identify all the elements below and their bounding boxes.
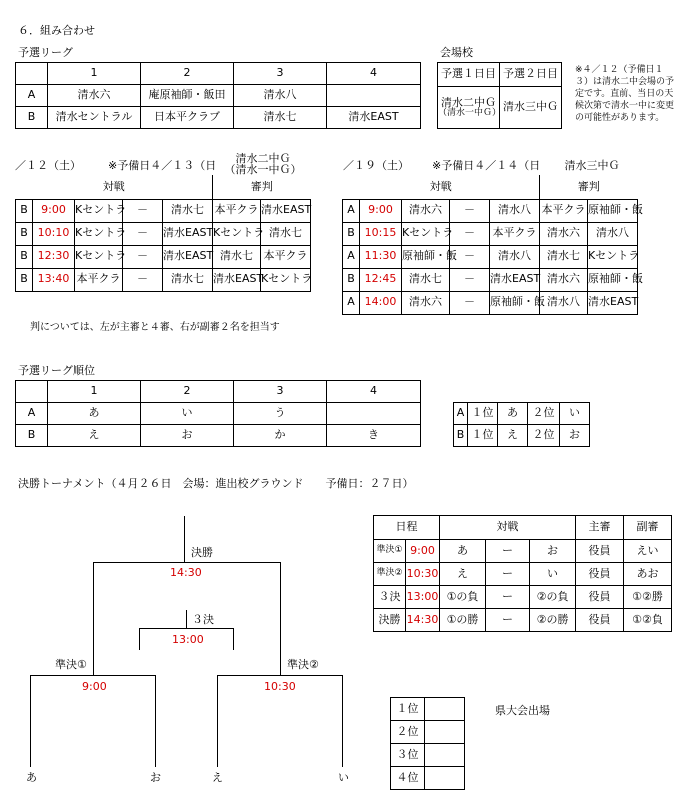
sub-ref: ①②勝 bbox=[624, 586, 672, 609]
team-b: 清水七 bbox=[163, 199, 213, 222]
cell: お bbox=[560, 425, 590, 447]
dash: － bbox=[450, 268, 490, 291]
cell: A bbox=[16, 403, 48, 425]
time: 11:30 bbox=[360, 245, 402, 268]
venue-table bbox=[437, 62, 562, 129]
tournament-title: 決勝トーナメント（４月２６日 会場：進出校グラウンド 予備日：２７日） bbox=[18, 477, 414, 490]
ref2: 本平クラ bbox=[261, 245, 311, 268]
schedule-date-header: 日程 bbox=[374, 516, 440, 540]
ref2: 清水EAST bbox=[261, 199, 311, 222]
dash: ー bbox=[486, 586, 530, 609]
cell: い bbox=[141, 403, 234, 425]
team-a: 原袖師・飯 bbox=[402, 245, 450, 268]
dash: － bbox=[123, 268, 163, 291]
day2-venue: 清水三中Ｇ bbox=[564, 159, 620, 172]
bracket-line bbox=[217, 675, 343, 676]
cell: い bbox=[560, 403, 590, 425]
team-b: い bbox=[530, 563, 576, 586]
prelim-league-title: 予選リーグ bbox=[18, 46, 73, 59]
th: 1 bbox=[48, 63, 141, 85]
bracket-line bbox=[30, 675, 156, 676]
ref1: 清水七 bbox=[213, 245, 261, 268]
dash: － bbox=[450, 199, 490, 222]
ref2: Kセントラ bbox=[588, 245, 638, 268]
semi2-label: 準決② bbox=[287, 658, 319, 671]
cell: え bbox=[498, 425, 528, 447]
day2-reserve: ※予備日４／１４（日 bbox=[432, 159, 541, 172]
time: 10:15 bbox=[360, 222, 402, 245]
group: A bbox=[343, 291, 360, 314]
venue-day2-header: 予選２日目 bbox=[500, 63, 562, 87]
th bbox=[16, 381, 48, 403]
time: 13:00 bbox=[406, 586, 440, 609]
dash: ー bbox=[486, 540, 530, 563]
group: A bbox=[343, 199, 360, 222]
team-b: 清水EAST bbox=[163, 245, 213, 268]
day2-ref-header: 審判 bbox=[540, 175, 638, 199]
dash: ー bbox=[486, 609, 530, 632]
cell: 清水八 bbox=[234, 85, 327, 107]
ranking-table bbox=[15, 380, 421, 447]
time: 14:00 bbox=[360, 291, 402, 314]
table-row bbox=[374, 540, 672, 563]
round: 準決② bbox=[374, 563, 406, 586]
day1-reserve: ※予備日４／１３（日 bbox=[108, 159, 217, 172]
venue-day1-sub: （清水一中Ｇ） bbox=[438, 107, 502, 118]
cell: B bbox=[16, 425, 48, 447]
cell: あ bbox=[48, 403, 141, 425]
semi1-time: 9:00 bbox=[82, 680, 107, 693]
time: 9:00 bbox=[406, 540, 440, 563]
day1-venue-line2: （清水一中Ｇ） bbox=[224, 163, 302, 176]
table-row bbox=[16, 199, 311, 222]
bracket-line bbox=[233, 628, 234, 650]
table-row bbox=[374, 586, 672, 609]
rank-label: ３位 bbox=[391, 744, 425, 767]
cell: ２位 bbox=[528, 403, 560, 425]
final-rank-table bbox=[390, 697, 465, 790]
cell: え bbox=[48, 425, 141, 447]
th: 2 bbox=[141, 381, 234, 403]
venue-day1-main: 清水二中Ｇ bbox=[441, 95, 496, 109]
bracket-line bbox=[217, 675, 218, 767]
bracket-line bbox=[93, 562, 94, 675]
team-b: 清水八 bbox=[490, 245, 540, 268]
cell: か bbox=[234, 425, 327, 447]
table-row bbox=[374, 563, 672, 586]
cell: き bbox=[327, 425, 421, 447]
round: 準決① bbox=[374, 540, 406, 563]
day1-note: 判については、左が主審と４審、右が副審２名を担当す bbox=[30, 322, 280, 333]
cell: １位 bbox=[468, 425, 498, 447]
main-ref: 役員 bbox=[576, 609, 624, 632]
cell: あ bbox=[498, 403, 528, 425]
final-time: 14:30 bbox=[170, 566, 202, 579]
group: A bbox=[343, 245, 360, 268]
ranking-side-table bbox=[453, 402, 590, 447]
team-a: Kセントラ bbox=[75, 245, 123, 268]
team-b: お bbox=[530, 540, 576, 563]
team-a: 本平クラ bbox=[75, 268, 123, 291]
team-a: え bbox=[440, 563, 486, 586]
dash: ー bbox=[486, 563, 530, 586]
time: 12:30 bbox=[33, 245, 75, 268]
ref2: Kセントラ bbox=[261, 268, 311, 291]
day2-match-header: 対戦 bbox=[343, 175, 540, 199]
schedule-main-ref-header: 主審 bbox=[576, 516, 624, 540]
team-a: ①の勝 bbox=[440, 609, 486, 632]
schedule-match-header: 対戦 bbox=[440, 516, 576, 540]
day1-match-header: 対戦 bbox=[16, 175, 213, 199]
team-b: 清水EAST bbox=[490, 268, 540, 291]
th: 3 bbox=[234, 381, 327, 403]
bracket-line bbox=[280, 562, 281, 675]
team-a: 清水七 bbox=[402, 268, 450, 291]
rank-value bbox=[425, 744, 465, 767]
bracket-line bbox=[155, 675, 156, 767]
day1-ref-header: 審判 bbox=[213, 175, 311, 199]
main-ref: 役員 bbox=[576, 586, 624, 609]
prelim-league-table bbox=[15, 62, 421, 129]
third-time: 13:00 bbox=[172, 633, 204, 646]
venue-day1-header: 予選１日目 bbox=[438, 63, 500, 87]
dash: － bbox=[450, 222, 490, 245]
group: B bbox=[16, 222, 33, 245]
cell: 清水六 bbox=[48, 85, 141, 107]
team-b: 清水七 bbox=[163, 268, 213, 291]
cell: う bbox=[234, 403, 327, 425]
day1-table bbox=[15, 175, 311, 292]
dash: － bbox=[123, 222, 163, 245]
bracket-line bbox=[186, 610, 187, 628]
bracket-line bbox=[139, 628, 234, 629]
ref1: 本平クラ bbox=[540, 199, 588, 222]
rank-value bbox=[425, 698, 465, 721]
cell bbox=[327, 85, 421, 107]
cell: 庵原袖師・飯田 bbox=[141, 85, 234, 107]
venue-day2: 清水三中Ｇ bbox=[500, 87, 562, 129]
ref2: 原袖師・飯 bbox=[588, 199, 638, 222]
leaf-team: あ bbox=[26, 771, 37, 784]
schedule-table bbox=[373, 515, 672, 632]
main-ref: 役員 bbox=[576, 563, 624, 586]
table-row bbox=[16, 222, 311, 245]
time: 9:00 bbox=[33, 199, 75, 222]
th: 1 bbox=[48, 381, 141, 403]
table-row bbox=[343, 291, 638, 314]
time: 12:45 bbox=[360, 268, 402, 291]
cell: 清水EAST bbox=[327, 107, 421, 129]
round: 決勝 bbox=[374, 609, 406, 632]
time: 13:40 bbox=[33, 268, 75, 291]
semi1-label: 準決① bbox=[55, 658, 87, 671]
ref2: 原袖師・飯 bbox=[588, 268, 638, 291]
team-a: あ bbox=[440, 540, 486, 563]
th: 2 bbox=[141, 63, 234, 85]
rank-label: ２位 bbox=[391, 721, 425, 744]
table-row bbox=[374, 609, 672, 632]
bracket-line bbox=[342, 675, 343, 767]
group: B bbox=[16, 199, 33, 222]
rank-label: １位 bbox=[391, 698, 425, 721]
day2-table bbox=[342, 175, 643, 315]
ref1: 清水六 bbox=[540, 222, 588, 245]
leaf-team: え bbox=[212, 771, 223, 784]
cell: B bbox=[454, 425, 468, 447]
dash: － bbox=[450, 291, 490, 314]
third-label: ３決 bbox=[192, 613, 214, 626]
table-row bbox=[343, 268, 638, 291]
rank-value bbox=[425, 721, 465, 744]
team-a: Kセントラ bbox=[75, 222, 123, 245]
cell: 日本平クラブ bbox=[141, 107, 234, 129]
team-b: 清水EAST bbox=[163, 222, 213, 245]
time: 10:30 bbox=[406, 563, 440, 586]
cell bbox=[327, 403, 421, 425]
team-b: 本平クラ bbox=[490, 222, 540, 245]
th: 3 bbox=[234, 63, 327, 85]
cell: A bbox=[16, 85, 48, 107]
leaf-team: お bbox=[150, 771, 161, 784]
section-title: ６．組み合わせ bbox=[18, 24, 95, 37]
table-row bbox=[343, 199, 638, 222]
team-b: 清水八 bbox=[490, 199, 540, 222]
table-row bbox=[343, 222, 638, 245]
team-a: Kセントラ bbox=[402, 222, 450, 245]
sub-ref: あお bbox=[624, 563, 672, 586]
ref1: 清水EAST bbox=[213, 268, 261, 291]
bracket-line bbox=[30, 675, 31, 767]
rank-label: ４位 bbox=[391, 767, 425, 790]
dash: － bbox=[123, 245, 163, 268]
group: B bbox=[16, 245, 33, 268]
ref1: 清水八 bbox=[540, 291, 588, 314]
time: 9:00 bbox=[360, 199, 402, 222]
bracket-line bbox=[139, 628, 140, 650]
round: ３決 bbox=[374, 586, 406, 609]
leaf-team: い bbox=[338, 771, 349, 784]
final-rank-note: 県大会出場 bbox=[495, 704, 550, 717]
team-a: 清水六 bbox=[402, 291, 450, 314]
dash: － bbox=[123, 199, 163, 222]
cell: ２位 bbox=[528, 425, 560, 447]
schedule-sub-ref-header: 副審 bbox=[624, 516, 672, 540]
cell: １位 bbox=[468, 403, 498, 425]
main-ref: 役員 bbox=[576, 540, 624, 563]
th: 4 bbox=[327, 63, 421, 85]
day1-date: ／１２（土） bbox=[15, 159, 81, 172]
table-row bbox=[16, 268, 311, 291]
group: B bbox=[343, 222, 360, 245]
table-row bbox=[16, 245, 311, 268]
time: 14:30 bbox=[406, 609, 440, 632]
table-row bbox=[343, 245, 638, 268]
sub-ref: えい bbox=[624, 540, 672, 563]
semi2-time: 10:30 bbox=[264, 680, 296, 693]
venue-day1 bbox=[438, 87, 500, 129]
team-b: ②の勝 bbox=[530, 609, 576, 632]
team-a: Kセントラ bbox=[75, 199, 123, 222]
cell: A bbox=[454, 403, 468, 425]
day1-venue bbox=[217, 153, 309, 175]
cell: 清水七 bbox=[234, 107, 327, 129]
team-b: 原袖師・飯 bbox=[490, 291, 540, 314]
ranking-title: 予選リーグ順位 bbox=[18, 364, 95, 377]
cell: B bbox=[16, 107, 48, 129]
th bbox=[16, 63, 48, 85]
bracket-line bbox=[93, 562, 281, 563]
cell: お bbox=[141, 425, 234, 447]
ref2: 清水EAST bbox=[588, 291, 638, 314]
day2-date: ／１９（土） bbox=[343, 159, 409, 172]
venue-note: ※４／１２（予備日１３）は清水二中会場の予定です。直前、当日の天候次第で清水一中に変更の可能性があります。 bbox=[575, 65, 675, 123]
cell: 清水セントラル bbox=[48, 107, 141, 129]
ref1: 清水六 bbox=[540, 268, 588, 291]
ref1: 清水七 bbox=[540, 245, 588, 268]
final-label: 決勝 bbox=[191, 546, 213, 559]
sub-ref: ①②負 bbox=[624, 609, 672, 632]
ref1: 本平クラ bbox=[213, 199, 261, 222]
ref2: 清水八 bbox=[588, 222, 638, 245]
group: B bbox=[16, 268, 33, 291]
rank-value bbox=[425, 767, 465, 790]
day1-venue-line1: 清水二中Ｇ bbox=[235, 152, 291, 165]
bracket-line bbox=[184, 516, 185, 562]
ref2: 清水七 bbox=[261, 222, 311, 245]
time: 10:10 bbox=[33, 222, 75, 245]
group: B bbox=[343, 268, 360, 291]
team-a: ①の負 bbox=[440, 586, 486, 609]
dash: － bbox=[450, 245, 490, 268]
th: 4 bbox=[327, 381, 421, 403]
ref1: Kセントラ bbox=[213, 222, 261, 245]
venue-title: 会場校 bbox=[440, 46, 473, 59]
team-a: 清水六 bbox=[402, 199, 450, 222]
team-b: ②の負 bbox=[530, 586, 576, 609]
